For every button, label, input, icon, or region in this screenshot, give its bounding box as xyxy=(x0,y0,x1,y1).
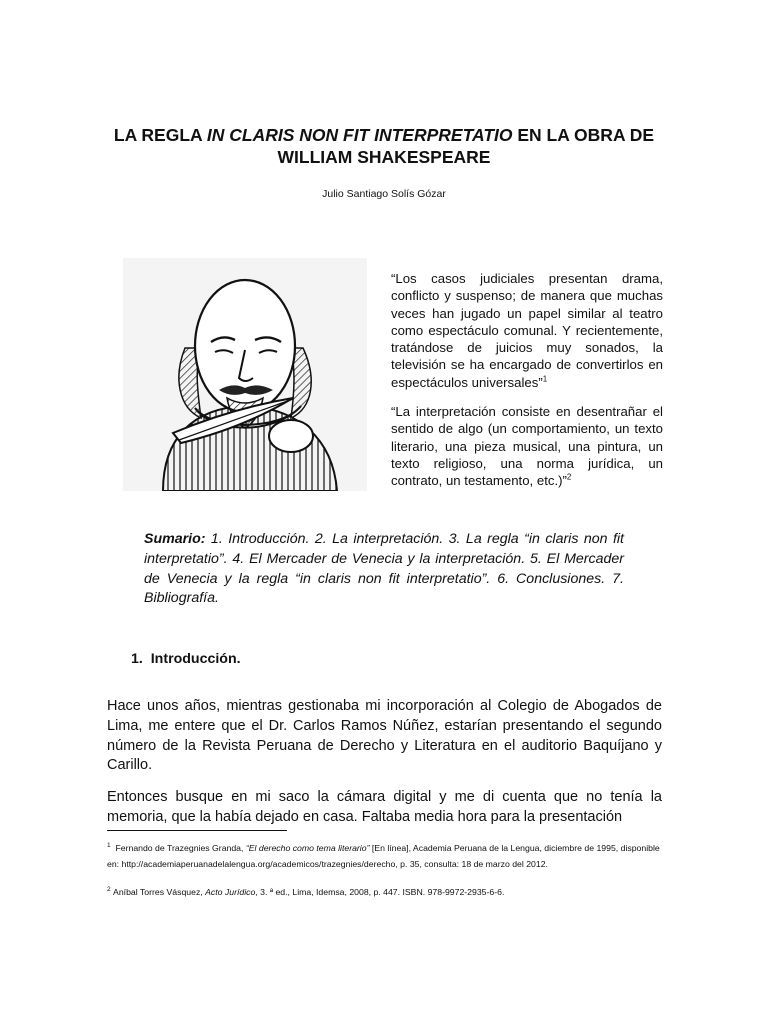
footnote-ref[interactable]: 1 xyxy=(542,374,548,384)
footnote-separator xyxy=(107,830,287,831)
footnote-number: 1 xyxy=(107,842,111,849)
summary-label: Sumario: xyxy=(144,531,206,547)
footnote-pre: Aníbal Torres Vásquez, xyxy=(113,886,206,897)
title-part1: LA REGLA xyxy=(113,125,207,145)
paragraph: Hace unos años, mientras gestionaba mi incorporación al Colegio de Abogados de Lima, me entere que el Dr. Carlos Ramos Núñez, estarían presentando el segundo número de la Revista Peruana de Derecho y Literatura en el auditorio Baquíjano y Carillo. xyxy=(107,698,662,774)
quote-text: “Los casos judiciales presentan drama, conflicto y suspenso; de manera que muchas veces han jugado un papel similar al teatro como espectáculo comunal. Y recientemente, tratándose de juicios muy sonados, la televisión se ha encargado de convertirlos en espectáculos universales” xyxy=(391,271,663,390)
footnote xyxy=(107,838,667,872)
footnote-number: 2 xyxy=(107,885,111,893)
footnote-ref[interactable]: 2 xyxy=(566,472,572,482)
document-title xyxy=(60,124,708,168)
portrait-drawing xyxy=(123,258,367,491)
paragraph: Entonces busque en mi saco la cámara digital y me di cuenta que no tenía la memoria, que la había dejado en casa. Faltaba media hora para la presentación xyxy=(107,789,662,825)
footnote xyxy=(107,882,667,900)
epigraph-quotes xyxy=(391,270,663,502)
summary-text: 1. Introducción. 2. La interpretación. 3. La regla “in claris non fit interpretatio”. 4. El Mercader de Venecia y la interpretación. 5. El Mercader de Venecia y la regla “in claris non fit interpretatio”. 6. Conclusiones. 7. Bibliografía. xyxy=(144,531,624,607)
section-heading xyxy=(131,651,241,667)
footnote-italic: “El derecho como tema literario” xyxy=(245,842,370,853)
section-number: 1. xyxy=(131,651,143,667)
title-line2: WILLIAM SHAKESPEARE xyxy=(277,147,491,167)
footnote-post: [En línea], Academia Peruana de la Lengua, diciembre de 1995, disponible en: http://academiaperuanadelalengua.org/academicos/trazegnies/derecho, p. 35, consulta: 18 de marzo del 2012. xyxy=(107,842,660,869)
footnotes xyxy=(107,838,667,910)
footnote-post: , 3. ª ed., Lima, Idemsa, 2008, p. 447. ISBN. 978-9972-2935-6-6. xyxy=(255,886,505,897)
author-name: Julio Santiago Solís Gózar xyxy=(322,188,446,200)
shakespeare-portrait xyxy=(123,258,367,491)
body-text xyxy=(107,697,662,840)
section-title: Introducción. xyxy=(150,651,241,667)
epigraph-quote xyxy=(391,270,663,391)
footnote-pre: Fernando de Trazegnies Granda, xyxy=(115,842,246,853)
summary xyxy=(144,530,624,609)
title-italic: IN CLARIS NON FIT INTERPRETATIO xyxy=(206,125,513,145)
footnote-italic: Acto Jurídico xyxy=(205,886,256,897)
title-part2: EN LA OBRA DE xyxy=(512,125,655,145)
epigraph-quote xyxy=(391,403,663,489)
quote-text: “La interpretación consiste en desentrañar el sentido de algo (un comportamiento, un texto literario, una pieza musical, una pintura, un texto religioso, una norma jurídica, un contrato, un testamento, etc.)” xyxy=(391,404,663,489)
